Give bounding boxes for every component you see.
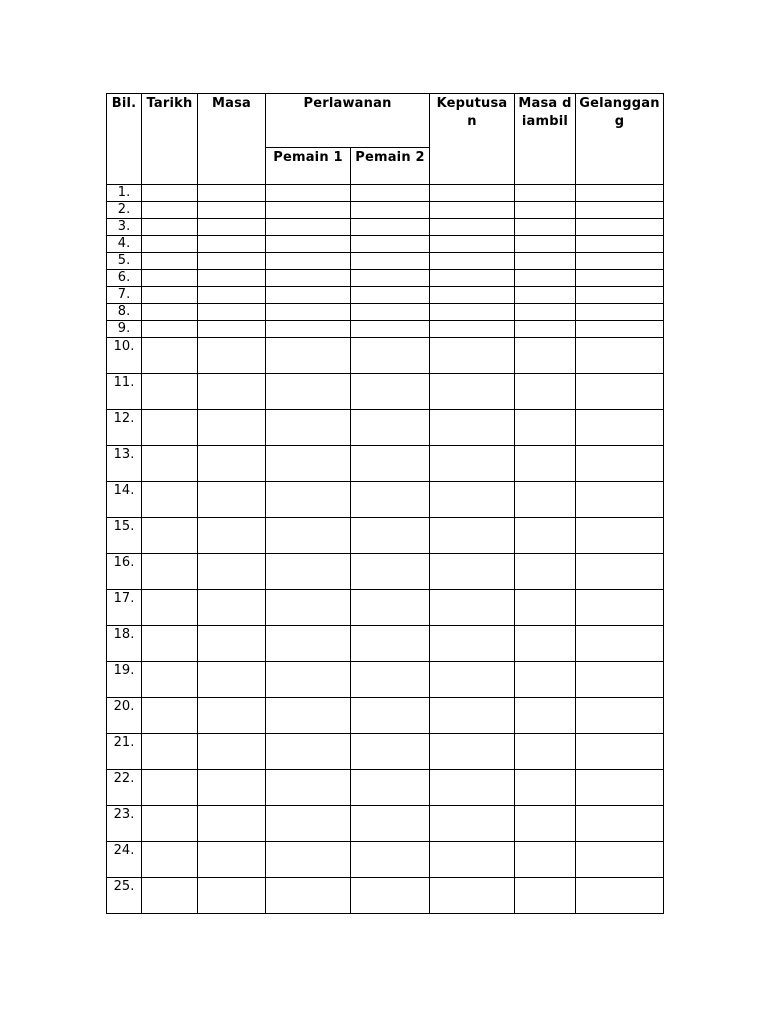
cell-keputusan xyxy=(430,518,515,554)
cell-tarikh xyxy=(142,338,198,374)
cell-tarikh xyxy=(142,878,198,914)
cell-pemain-1 xyxy=(266,410,351,446)
record-sheet xyxy=(106,93,663,914)
cell-pemain-1 xyxy=(266,287,351,304)
cell-pemain-1 xyxy=(266,304,351,321)
cell-tarikh xyxy=(142,518,198,554)
cell-keputusan xyxy=(430,410,515,446)
cell-pemain-2 xyxy=(351,338,430,374)
cell-pemain-2 xyxy=(351,662,430,698)
cell-pemain-2 xyxy=(351,806,430,842)
cell-masa xyxy=(198,338,266,374)
cell-keputusan xyxy=(430,185,515,202)
cell-pemain-2 xyxy=(351,626,430,662)
row-number: 17. xyxy=(107,590,142,626)
row-number: 23. xyxy=(107,806,142,842)
table-body xyxy=(107,185,664,914)
cell-masa xyxy=(198,374,266,410)
cell-masa xyxy=(198,321,266,338)
row-number: 14. xyxy=(107,482,142,518)
cell-pemain-1 xyxy=(266,842,351,878)
cell-keputusan xyxy=(430,806,515,842)
cell-pemain-1 xyxy=(266,518,351,554)
cell-pemain-2 xyxy=(351,554,430,590)
header-gelanggang: Gelanggang xyxy=(576,94,664,185)
row-number: 3. xyxy=(107,219,142,236)
cell-keputusan xyxy=(430,446,515,482)
cell-pemain-2 xyxy=(351,270,430,287)
row-number: 8. xyxy=(107,304,142,321)
row-number: 21. xyxy=(107,734,142,770)
cell-masa-diambil xyxy=(515,770,576,806)
cell-keputusan xyxy=(430,374,515,410)
cell-masa xyxy=(198,270,266,287)
cell-masa-diambil xyxy=(515,878,576,914)
cell-gelanggang xyxy=(576,410,664,446)
cell-masa-diambil xyxy=(515,338,576,374)
cell-pemain-2 xyxy=(351,374,430,410)
cell-masa-diambil xyxy=(515,374,576,410)
cell-masa xyxy=(198,446,266,482)
cell-masa xyxy=(198,518,266,554)
cell-pemain-2 xyxy=(351,219,430,236)
cell-masa xyxy=(198,806,266,842)
cell-pemain-2 xyxy=(351,185,430,202)
cell-tarikh xyxy=(142,446,198,482)
cell-pemain-1 xyxy=(266,253,351,270)
cell-gelanggang xyxy=(576,698,664,734)
table-row xyxy=(107,734,664,770)
header-pemain-2: Pemain 2 xyxy=(351,148,430,185)
cell-masa-diambil xyxy=(515,236,576,253)
cell-keputusan xyxy=(430,236,515,253)
cell-masa-diambil xyxy=(515,219,576,236)
row-number: 20. xyxy=(107,698,142,734)
cell-tarikh xyxy=(142,482,198,518)
cell-masa-diambil xyxy=(515,842,576,878)
cell-gelanggang xyxy=(576,219,664,236)
cell-gelanggang xyxy=(576,842,664,878)
cell-pemain-1 xyxy=(266,590,351,626)
cell-pemain-1 xyxy=(266,626,351,662)
row-number: 5. xyxy=(107,253,142,270)
cell-masa xyxy=(198,287,266,304)
cell-pemain-2 xyxy=(351,253,430,270)
cell-tarikh xyxy=(142,374,198,410)
cell-masa xyxy=(198,202,266,219)
cell-masa-diambil xyxy=(515,518,576,554)
table-row xyxy=(107,374,664,410)
cell-masa xyxy=(198,236,266,253)
row-number: 19. xyxy=(107,662,142,698)
cell-gelanggang xyxy=(576,374,664,410)
cell-masa-diambil xyxy=(515,253,576,270)
cell-pemain-1 xyxy=(266,219,351,236)
cell-tarikh xyxy=(142,236,198,253)
cell-masa xyxy=(198,219,266,236)
cell-tarikh xyxy=(142,202,198,219)
cell-masa-diambil xyxy=(515,202,576,219)
cell-masa-diambil xyxy=(515,446,576,482)
cell-tarikh xyxy=(142,185,198,202)
row-number: 10. xyxy=(107,338,142,374)
row-number: 15. xyxy=(107,518,142,554)
table-row xyxy=(107,770,664,806)
header-bil: Bil. xyxy=(107,94,142,185)
row-number: 16. xyxy=(107,554,142,590)
cell-gelanggang xyxy=(576,482,664,518)
cell-gelanggang xyxy=(576,236,664,253)
table-row xyxy=(107,253,664,270)
cell-masa xyxy=(198,482,266,518)
cell-gelanggang xyxy=(576,321,664,338)
row-number: 2. xyxy=(107,202,142,219)
header-tarikh: Tarikh xyxy=(142,94,198,185)
cell-keputusan xyxy=(430,482,515,518)
cell-gelanggang xyxy=(576,518,664,554)
table-row xyxy=(107,878,664,914)
cell-keputusan xyxy=(430,698,515,734)
cell-masa-diambil xyxy=(515,287,576,304)
cell-gelanggang xyxy=(576,770,664,806)
cell-pemain-1 xyxy=(266,185,351,202)
cell-masa-diambil xyxy=(515,482,576,518)
cell-tarikh xyxy=(142,626,198,662)
table-row xyxy=(107,842,664,878)
cell-pemain-1 xyxy=(266,236,351,253)
cell-pemain-2 xyxy=(351,446,430,482)
cell-tarikh xyxy=(142,410,198,446)
row-number: 11. xyxy=(107,374,142,410)
cell-masa xyxy=(198,842,266,878)
row-number: 13. xyxy=(107,446,142,482)
table-row xyxy=(107,662,664,698)
cell-tarikh xyxy=(142,321,198,338)
cell-gelanggang xyxy=(576,185,664,202)
table-row xyxy=(107,410,664,446)
table-row xyxy=(107,287,664,304)
cell-tarikh xyxy=(142,662,198,698)
cell-pemain-1 xyxy=(266,734,351,770)
cell-keputusan xyxy=(430,270,515,287)
header-pemain-1: Pemain 1 xyxy=(266,148,351,185)
cell-tarikh xyxy=(142,806,198,842)
cell-gelanggang xyxy=(576,662,664,698)
table-row xyxy=(107,202,664,219)
cell-keputusan xyxy=(430,253,515,270)
cell-tarikh xyxy=(142,554,198,590)
cell-pemain-2 xyxy=(351,202,430,219)
row-number: 18. xyxy=(107,626,142,662)
cell-gelanggang xyxy=(576,446,664,482)
cell-pemain-2 xyxy=(351,304,430,321)
cell-gelanggang xyxy=(576,878,664,914)
table-row xyxy=(107,698,664,734)
row-number: 4. xyxy=(107,236,142,253)
cell-masa xyxy=(198,590,266,626)
cell-masa xyxy=(198,554,266,590)
cell-pemain-2 xyxy=(351,236,430,253)
table-row xyxy=(107,446,664,482)
cell-pemain-1 xyxy=(266,446,351,482)
cell-pemain-1 xyxy=(266,270,351,287)
row-number: 24. xyxy=(107,842,142,878)
cell-pemain-2 xyxy=(351,321,430,338)
header-row-main xyxy=(107,94,664,148)
cell-tarikh xyxy=(142,219,198,236)
row-number: 9. xyxy=(107,321,142,338)
cell-pemain-2 xyxy=(351,482,430,518)
header-masa-diambil: Masa diambil xyxy=(515,94,576,185)
cell-masa xyxy=(198,304,266,321)
cell-pemain-1 xyxy=(266,374,351,410)
cell-gelanggang xyxy=(576,287,664,304)
cell-pemain-1 xyxy=(266,878,351,914)
cell-gelanggang xyxy=(576,338,664,374)
table-row xyxy=(107,518,664,554)
cell-pemain-1 xyxy=(266,806,351,842)
cell-keputusan xyxy=(430,287,515,304)
cell-pemain-2 xyxy=(351,518,430,554)
cell-masa-diambil xyxy=(515,698,576,734)
table-row xyxy=(107,338,664,374)
cell-pemain-2 xyxy=(351,698,430,734)
table-header xyxy=(107,94,664,185)
header-masa: Masa xyxy=(198,94,266,185)
cell-tarikh xyxy=(142,842,198,878)
cell-masa-diambil xyxy=(515,321,576,338)
cell-masa xyxy=(198,626,266,662)
cell-pemain-2 xyxy=(351,770,430,806)
cell-gelanggang xyxy=(576,202,664,219)
cell-pemain-1 xyxy=(266,698,351,734)
cell-masa-diambil xyxy=(515,590,576,626)
table-row xyxy=(107,304,664,321)
cell-masa-diambil xyxy=(515,554,576,590)
row-number: 25. xyxy=(107,878,142,914)
cell-masa-diambil xyxy=(515,304,576,321)
cell-pemain-2 xyxy=(351,410,430,446)
cell-pemain-1 xyxy=(266,554,351,590)
cell-pemain-2 xyxy=(351,878,430,914)
row-number: 12. xyxy=(107,410,142,446)
header-keputusan: Keputusan xyxy=(430,94,515,185)
cell-gelanggang xyxy=(576,253,664,270)
cell-pemain-1 xyxy=(266,321,351,338)
cell-pemain-1 xyxy=(266,662,351,698)
row-number: 7. xyxy=(107,287,142,304)
table-row xyxy=(107,321,664,338)
cell-gelanggang xyxy=(576,590,664,626)
table-row xyxy=(107,270,664,287)
cell-keputusan xyxy=(430,202,515,219)
cell-gelanggang xyxy=(576,304,664,321)
cell-pemain-2 xyxy=(351,287,430,304)
cell-masa xyxy=(198,878,266,914)
cell-masa xyxy=(198,662,266,698)
cell-keputusan xyxy=(430,662,515,698)
cell-pemain-2 xyxy=(351,842,430,878)
cell-keputusan xyxy=(430,734,515,770)
cell-gelanggang xyxy=(576,270,664,287)
header-perlawanan: Perlawanan xyxy=(266,94,430,148)
table-row xyxy=(107,219,664,236)
table-row xyxy=(107,806,664,842)
cell-keputusan xyxy=(430,842,515,878)
cell-masa-diambil xyxy=(515,270,576,287)
cell-masa xyxy=(198,410,266,446)
cell-masa-diambil xyxy=(515,734,576,770)
cell-pemain-2 xyxy=(351,590,430,626)
match-record-table xyxy=(106,93,664,914)
cell-pemain-1 xyxy=(266,482,351,518)
cell-keputusan xyxy=(430,770,515,806)
cell-gelanggang xyxy=(576,554,664,590)
table-row xyxy=(107,185,664,202)
cell-tarikh xyxy=(142,698,198,734)
cell-pemain-1 xyxy=(266,770,351,806)
cell-gelanggang xyxy=(576,626,664,662)
cell-tarikh xyxy=(142,590,198,626)
cell-tarikh xyxy=(142,270,198,287)
cell-masa-diambil xyxy=(515,806,576,842)
table-row xyxy=(107,626,664,662)
cell-masa-diambil xyxy=(515,185,576,202)
cell-tarikh xyxy=(142,734,198,770)
cell-masa-diambil xyxy=(515,662,576,698)
row-number: 22. xyxy=(107,770,142,806)
cell-gelanggang xyxy=(576,734,664,770)
cell-pemain-2 xyxy=(351,734,430,770)
cell-gelanggang xyxy=(576,806,664,842)
cell-keputusan xyxy=(430,626,515,662)
cell-keputusan xyxy=(430,878,515,914)
row-number: 6. xyxy=(107,270,142,287)
cell-masa xyxy=(198,770,266,806)
cell-tarikh xyxy=(142,253,198,270)
cell-keputusan xyxy=(430,321,515,338)
cell-masa-diambil xyxy=(515,410,576,446)
cell-masa xyxy=(198,698,266,734)
table-row xyxy=(107,590,664,626)
table-row xyxy=(107,482,664,518)
cell-masa xyxy=(198,734,266,770)
cell-pemain-1 xyxy=(266,338,351,374)
cell-keputusan xyxy=(430,338,515,374)
cell-keputusan xyxy=(430,304,515,321)
cell-tarikh xyxy=(142,304,198,321)
cell-tarikh xyxy=(142,287,198,304)
table-row xyxy=(107,554,664,590)
cell-masa xyxy=(198,185,266,202)
cell-pemain-1 xyxy=(266,202,351,219)
table-row xyxy=(107,236,664,253)
cell-tarikh xyxy=(142,770,198,806)
cell-keputusan xyxy=(430,219,515,236)
cell-masa xyxy=(198,253,266,270)
cell-keputusan xyxy=(430,554,515,590)
row-number: 1. xyxy=(107,185,142,202)
cell-keputusan xyxy=(430,590,515,626)
cell-masa-diambil xyxy=(515,626,576,662)
